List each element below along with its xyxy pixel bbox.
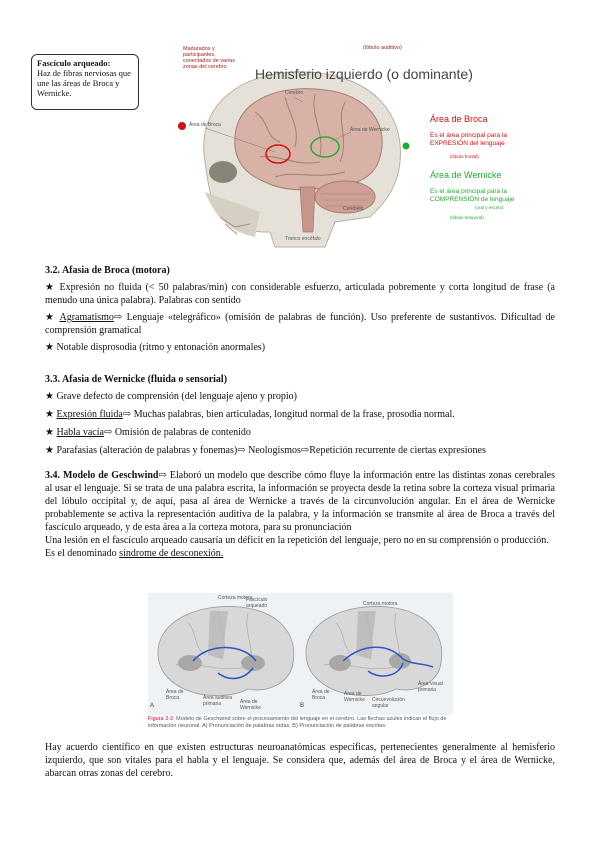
- label-tronco: Tronco encéfalo: [285, 236, 321, 242]
- right-note: (lóbulo auditivo): [363, 45, 402, 51]
- top-note: Madurados y participantes, conectados de varias zonas del cerebro: [183, 46, 235, 70]
- section-3-4: [45, 469, 555, 560]
- geschwind-figure: [148, 593, 453, 715]
- fig-b-tag: B: [300, 703, 305, 709]
- list-item: ★ Agramatismo⇨ Lenguaje «telegráfico» (omisión de palabras de función). Uso preferente de sustantivos. Dificultad de comprensión gramatical: [45, 312, 555, 336]
- list-item: ★ Notable disprosodia (ritmo y entonación anormales): [45, 342, 266, 353]
- fig-a-tag: A: [150, 703, 155, 709]
- fig-b-visual: Área visual primaria: [418, 681, 443, 693]
- section-3-3: [45, 373, 555, 457]
- note-body: Haz de fibras nerviosas que une las áreas de Broca y Wernicke.: [37, 68, 131, 98]
- broca-title: Área de Broca: [430, 114, 488, 124]
- section-3-2: [45, 264, 555, 354]
- broca-dot: [178, 122, 186, 130]
- top-figure: [175, 42, 595, 254]
- label-cerebro: Cerebro: [285, 90, 304, 96]
- wernicke-sub: (oral y escrito): [475, 205, 504, 210]
- fig-b-circ: Circunvolución angular: [372, 697, 405, 709]
- wernicke-small: (lóbulo temporal): [450, 215, 484, 220]
- wernicke-title: Área de Wernicke: [430, 170, 502, 180]
- fig-b-broca: Área de Broca: [312, 689, 330, 701]
- wernicke-text: Es el área principal para la COMPRENSIÓN de lenguaje: [430, 188, 515, 203]
- wernicke-dot: [403, 143, 410, 150]
- fig-a-wernicke: Área de Wernicke: [240, 699, 261, 711]
- broca-small: (lóbulo frontal): [450, 154, 479, 159]
- fig-b-wernicke: Área de Wernicke: [344, 691, 365, 703]
- label-cerebelo: Cerebelo: [343, 206, 364, 212]
- fig-b-corteza: Corteza motora: [363, 601, 398, 607]
- fig-a-broca: Área de Broca: [166, 689, 184, 701]
- label-broca: Área de Broca: [189, 122, 221, 128]
- fig-a-auditiva: Área auditiva primaria: [203, 695, 233, 707]
- final-paragraph: Hay acuerdo científico en que existen estructuras neuroanatómicas específicas, pertenecientes generalmente al hemisferio izquierdo, que son vitales para el habla y el lenguaje. Se considera que, además del área de Broca y el área de Wernicke, abarcan otras zonas del cerebro.: [45, 742, 555, 779]
- list-item: ★ Parafasias (alteración de palabras y fonemas)⇨ Neologismos⇨Repetición recurrente de ciertas expresiones: [45, 445, 486, 456]
- list-item: ★ Habla vacía⇨ Omisión de palabras de contenido: [45, 427, 251, 438]
- section-3-3-title: 3.3. Afasia de Wernicke (fluida o sensorial): [45, 374, 228, 385]
- note-box: [31, 54, 139, 110]
- section-3-4-paragraph-2: Una lesión en el fascículo arqueado causaría un déficit en la repetición del lenguaje, pero no en su comprensión o producción. Es el denominado síndrome de desconexión.: [45, 535, 549, 559]
- figure-title: Hemisferio izquierdo (o dominante): [255, 66, 473, 82]
- list-item: ★ Grave defecto de comprensión (del lenguaje ajeno y propio): [45, 391, 297, 402]
- label-wernicke: Área de Wernicke: [350, 127, 390, 133]
- section-3-4-paragraph: 3.4. Modelo de Geschwind⇨ Elaboró un modelo que describe cómo fluye la información entre las distintas zonas cerebrales al usar el lenguaje. Si se trata de una palabra escrita, la información se proyecta desde la retina sobre la corteza visual primaria del lóbulo occipital y, de aquí, pasa al área de Wernicke a través de la circunvolución angular. En el área de Wernicke probablemente se activa la representación auditiva de la palabra, y la información se transmite al área de Broca a través del fascículo arqueado, y de esta área a la corteza motora, para su pronunciación: [45, 470, 555, 533]
- broca-text: Es el área principal para la EXPRESIÓN del lenguaje: [430, 132, 507, 147]
- fig-a-fasciculo: Fascículo arqueado: [246, 597, 268, 609]
- fig-a-corteza: Corteza motora: [218, 595, 253, 601]
- list-item: ★ Expresión no fluida (< 50 palabras/min) con considerable esfuerzo, articulada pobremente y corta longitud de frase (a menudo una única palabra). Palabras con sentido: [45, 282, 555, 306]
- list-item: ★ Expresión fluida⇨ Muchas palabras, bien articuladas, longitud normal de la frase, prosodia normal.: [45, 409, 455, 420]
- section-3-2-title: 3.2. Afasia de Broca (motora): [45, 265, 170, 276]
- figure-caption: Figura 3-2. Modelo de Geschwind sobre el procesamiento del lenguaje en el cerebro. Las flechas azules indican el flujo de información neuronal. A) Pronunciación de palabras oídas. B) Pronunciación de palabras escritas.: [148, 716, 447, 729]
- note-title: Fascículo arqueado:: [37, 58, 111, 68]
